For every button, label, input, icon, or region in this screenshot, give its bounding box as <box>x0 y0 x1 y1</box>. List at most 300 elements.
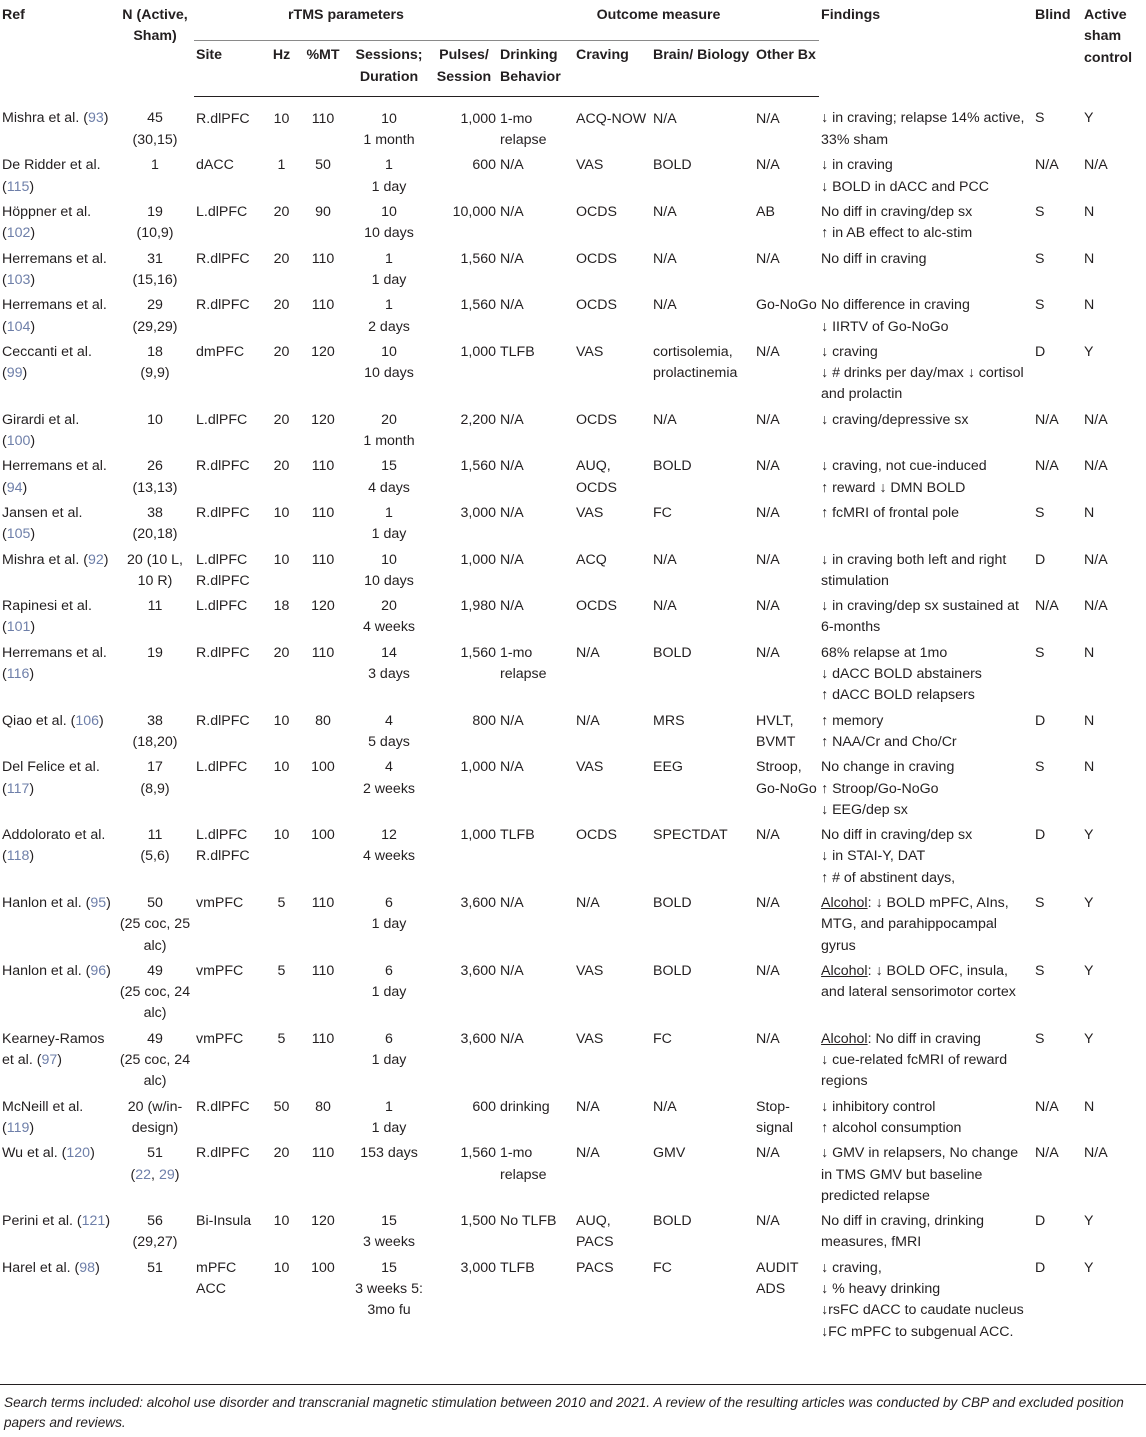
ref-link[interactable]: 120 <box>66 1145 91 1162</box>
ref-link[interactable]: 104 <box>6 318 31 335</box>
rtms-studies-table <box>0 5 1146 1343</box>
sessions-cell <box>348 452 430 499</box>
active-sham-cell: N <box>1084 504 1095 521</box>
sessions-count: 1 <box>385 504 393 521</box>
n-cell <box>116 889 194 957</box>
pulses-cell: 3,600 <box>460 1030 496 1047</box>
craving-cell: ACQ <box>576 551 607 568</box>
ref-cell <box>0 406 116 453</box>
ref-link[interactable]: 96 <box>90 962 107 979</box>
other-cell: N/A <box>756 110 780 127</box>
site-cell: dACC <box>196 157 234 174</box>
ref-link[interactable]: 98 <box>79 1259 96 1276</box>
n-cell <box>116 1025 194 1093</box>
table-row <box>0 1254 1146 1343</box>
ref-cell <box>0 1254 116 1343</box>
n-split-link[interactable]: 29 <box>158 1166 175 1183</box>
sessions-duration: 1 day <box>371 1119 407 1136</box>
ref-link[interactable]: 99 <box>6 365 23 382</box>
hz-cell: 5 <box>277 894 286 911</box>
sessions-cell <box>348 245 430 292</box>
ref-cell <box>0 546 116 593</box>
table-row <box>0 889 1146 957</box>
ref-close: ) <box>90 1145 95 1162</box>
hz-cell: 20 <box>273 343 290 360</box>
hz-cell: 10 <box>273 712 290 729</box>
n-split: (22, 29) <box>130 1166 180 1183</box>
n-split: (10,9) <box>136 225 174 242</box>
findings-cell <box>819 889 1033 957</box>
active-sham-cell: N <box>1084 759 1095 776</box>
drinking-cell: 1-mo relapse <box>500 110 547 149</box>
findings-text: ↓ craving, not cue-induced ↑ reward ↓ DMN BOLD <box>821 458 987 496</box>
pulses-cell: 2,200 <box>460 411 496 428</box>
findings-text: : ↓ BOLD mPFC, AIns, MTG, and parahippocampal gyrus <box>821 894 1009 954</box>
hz-cell: 10 <box>273 1259 290 1276</box>
blind-cell: N/A <box>1035 157 1059 174</box>
ref-cell <box>0 1139 116 1207</box>
sessions-cell <box>348 639 430 707</box>
craving-cell: OCDS <box>576 827 617 844</box>
other-cell: N/A <box>756 1030 780 1047</box>
hz-cell: 10 <box>273 551 290 568</box>
ref-cell <box>0 1207 116 1254</box>
n-cell <box>116 291 194 338</box>
site-cell: L.dlPFC <box>196 204 248 221</box>
ref-close: ) <box>103 551 109 568</box>
ref-cell <box>0 452 116 499</box>
findings-prefix: Alcohol <box>821 962 868 979</box>
sessions-count: 10 <box>381 110 397 127</box>
findings-cell <box>819 499 1033 546</box>
other-cell: N/A <box>756 1213 780 1230</box>
blind-cell: S <box>1035 1030 1045 1047</box>
brain-cell: N/A <box>653 204 677 221</box>
findings-text: : No diff in craving ↓ cue-related fcMRI of reward regions <box>821 1030 1008 1090</box>
sessions-duration: 2 days <box>368 318 410 335</box>
hz-cell: 20 <box>273 1145 290 1162</box>
sessions-count: 153 days <box>360 1145 418 1162</box>
craving-cell: VAS <box>576 343 604 360</box>
blind-cell: S <box>1035 297 1045 314</box>
sessions-cell <box>348 1139 430 1207</box>
site-cell: Bi-Insula <box>196 1213 252 1230</box>
craving-cell: OCDS <box>576 297 617 314</box>
site-cell: R.dlPFC <box>196 458 250 475</box>
brain-cell: BOLD <box>653 1213 692 1230</box>
findings-cell <box>819 1254 1033 1343</box>
drinking-cell: TLFB <box>500 343 535 360</box>
ref-link[interactable]: 103 <box>6 271 31 288</box>
blind-cell: S <box>1035 962 1045 979</box>
brain-cell: N/A <box>653 598 677 615</box>
site-cell: L.dlPFC <box>196 598 248 615</box>
n-split: (13,13) <box>132 479 178 496</box>
table-row <box>0 639 1146 707</box>
hz-cell: 50 <box>273 1098 290 1115</box>
site-cell: R.dlPFC <box>196 712 250 729</box>
craving-cell: PACS <box>576 1259 614 1276</box>
n-split: (15,16) <box>132 271 178 288</box>
hz-cell: 20 <box>273 204 290 221</box>
craving-cell: OCDS <box>576 204 617 221</box>
craving-cell: N/A <box>576 644 600 661</box>
ref-link[interactable]: 116 <box>6 666 30 683</box>
table-row <box>0 1093 1146 1140</box>
sessions-duration: 10 days <box>364 225 414 242</box>
sessions-cell <box>348 592 430 639</box>
other-cell: N/A <box>756 598 780 615</box>
brain-cell: cortisolemia, prolactinemia <box>653 343 738 382</box>
hz-cell: 5 <box>277 1030 286 1047</box>
n-split: (5,6) <box>140 848 170 865</box>
n-split: (30,15) <box>132 131 178 148</box>
n-cell <box>116 957 194 1025</box>
ref-link[interactable]: 106 <box>75 712 100 729</box>
pulses-cell: 1,000 <box>460 827 496 844</box>
craving-cell: VAS <box>576 759 604 776</box>
ref-close: ) <box>22 365 28 382</box>
table-row <box>0 151 1146 198</box>
brain-cell: BOLD <box>653 894 692 911</box>
ref-link[interactable]: 95 <box>90 894 107 911</box>
active-sham-cell: N <box>1084 204 1095 221</box>
sessions-cell <box>348 957 430 1025</box>
ref-cell <box>0 707 116 754</box>
findings-prefix: Alcohol <box>821 894 868 911</box>
ref-close: ) <box>29 666 35 683</box>
sessions-cell <box>348 338 430 406</box>
findings-text: ↓ GMV in relapsers, No change in TMS GMV but baseline predicted relapse <box>821 1145 1019 1204</box>
n-cell <box>116 499 194 546</box>
sessions-count: 10 <box>381 204 397 221</box>
ref-cell <box>0 592 116 639</box>
brain-cell: BOLD <box>653 962 692 979</box>
sessions-duration: 3 weeks <box>362 1234 416 1251</box>
active-sham-cell: Y <box>1084 1259 1094 1276</box>
sessions-count: 1 <box>385 250 393 267</box>
sessions-duration: 1 month <box>363 132 415 149</box>
ref-text: Kearney-Ramos et al. ( <box>2 1030 105 1069</box>
sessions-count: 15 <box>381 1259 397 1276</box>
craving-cell: VAS <box>576 1030 604 1047</box>
other-cell: AUDIT ADS <box>756 1259 799 1298</box>
mt-cell: 120 <box>311 598 335 615</box>
n-split: 10 R) <box>137 572 173 589</box>
ref-cell <box>0 245 116 292</box>
sessions-cell <box>348 1254 430 1343</box>
n-split-link[interactable]: 22 <box>135 1166 152 1183</box>
blind-cell: N/A <box>1035 598 1059 615</box>
ref-text: Addolorato et al. ( <box>2 827 106 865</box>
ref-close: ) <box>29 780 35 797</box>
mt-cell: 110 <box>311 894 335 911</box>
blind-cell: D <box>1035 1213 1046 1230</box>
ref-text: Girardi et al. ( <box>2 411 80 450</box>
hz-cell: 20 <box>273 250 290 267</box>
sessions-duration: 1 month <box>363 433 415 450</box>
other-cell: Go-NoGo <box>756 297 817 314</box>
brain-cell: N/A <box>653 411 677 428</box>
brain-cell: N/A <box>653 1098 677 1115</box>
header-ref: Ref <box>2 7 25 23</box>
n-cell <box>116 338 194 406</box>
sessions-cell <box>348 821 430 889</box>
ref-link[interactable]: 101 <box>6 619 31 636</box>
active-sham-cell: Y <box>1084 343 1094 360</box>
mt-cell: 110 <box>311 962 335 979</box>
ref-close: ) <box>99 712 104 729</box>
drinking-cell: TLFB <box>500 1259 535 1276</box>
drinking-cell: N/A <box>500 411 524 428</box>
mt-cell: 100 <box>311 759 335 776</box>
blind-cell: D <box>1035 712 1046 729</box>
ref-close: ) <box>22 479 28 496</box>
ref-link[interactable]: 115 <box>6 178 30 195</box>
pulses-cell: 3,600 <box>460 962 496 979</box>
sessions-cell <box>348 1207 430 1254</box>
table-row <box>0 338 1146 406</box>
active-sham-cell: N <box>1084 644 1095 661</box>
active-sham-cell: Y <box>1084 110 1094 127</box>
findings-cell <box>819 957 1033 1025</box>
n-total: 10 <box>147 411 163 428</box>
findings-cell <box>819 406 1033 453</box>
brain-cell: MRS <box>653 712 685 729</box>
findings-cell <box>819 1093 1033 1140</box>
active-sham-cell: N/A <box>1084 411 1108 428</box>
ref-link[interactable]: 94 <box>6 479 23 496</box>
pulses-cell: 1,560 <box>460 297 496 314</box>
active-sham-cell: Y <box>1084 827 1094 844</box>
sessions-duration: 1 day <box>371 984 407 1001</box>
active-sham-cell: N <box>1084 1098 1095 1115</box>
ref-close: ) <box>30 225 36 242</box>
ref-close: ) <box>29 178 35 195</box>
sessions-duration: 4 days <box>368 479 410 496</box>
sessions-duration: 1 day <box>371 271 407 288</box>
findings-cell <box>819 546 1033 593</box>
ref-link[interactable]: 100 <box>6 433 31 450</box>
ref-link[interactable]: 102 <box>6 225 31 242</box>
n-total: 38 <box>147 712 163 729</box>
n-total: 49 <box>147 1030 163 1047</box>
ref-text: McNeill et al. ( <box>2 1098 84 1136</box>
ref-text: Ceccanti et al. ( <box>2 343 92 382</box>
pulses-cell: 1,000 <box>460 343 496 360</box>
brain-cell: SPECTDAT <box>653 827 728 844</box>
sessions-duration: 1 day <box>371 526 407 543</box>
site-cell: mPFC ACC <box>196 1259 237 1298</box>
n-total: 51 <box>147 1145 163 1162</box>
findings-text: ↓ in craving both left and right stimulation <box>821 551 1007 589</box>
drinking-cell: TLFB <box>500 827 535 844</box>
active-sham-cell: Y <box>1084 1213 1094 1230</box>
site-cell: L.dlPFC <box>196 411 248 428</box>
sessions-cell <box>348 889 430 957</box>
blind-cell: N/A <box>1035 458 1059 475</box>
sessions-cell <box>348 546 430 593</box>
sessions-cell <box>348 291 430 338</box>
findings-text: ↓ craving, ↓ % heavy drinking ↓rsFC dACC to caudate nucleus ↓FC mPFC to subgenual ACC. <box>821 1259 1024 1340</box>
n-total: 51 <box>147 1259 163 1276</box>
brain-cell: BOLD <box>653 458 692 475</box>
n-split: design) <box>131 1119 179 1136</box>
pulses-cell: 1,560 <box>460 458 496 475</box>
sessions-duration: 3 days <box>368 666 410 683</box>
findings-text: No diff in craving <box>821 250 927 267</box>
n-cell <box>116 707 194 754</box>
findings-prefix: Alcohol <box>821 1030 868 1047</box>
sessions-count: 1 <box>385 1098 393 1115</box>
sessions-count: 1 <box>385 297 393 314</box>
blind-cell: N/A <box>1035 1145 1059 1162</box>
sessions-count: 4 <box>385 712 393 729</box>
pulses-cell: 1,980 <box>460 598 496 615</box>
craving-cell: VAS <box>576 157 604 174</box>
ref-cell <box>0 198 116 245</box>
mt-cell: 110 <box>311 551 335 568</box>
other-cell: N/A <box>756 250 780 267</box>
n-cell <box>116 245 194 292</box>
other-cell: HVLT, BVMT <box>756 712 796 750</box>
ref-text: Del Felice et al. ( <box>2 759 100 797</box>
site-cell: R.dlPFC <box>196 644 250 661</box>
ref-cell <box>0 889 116 957</box>
findings-text: ↓ craving/depressive sx <box>821 411 969 428</box>
header-brain: Brain/ Biology <box>651 41 754 97</box>
mt-cell: 110 <box>311 110 335 127</box>
drinking-cell: N/A <box>500 551 524 568</box>
header-n: N (Active, Sham) <box>122 7 188 45</box>
craving-cell: VAS <box>576 504 604 521</box>
header-pulses: Pulses/ Session <box>430 41 498 97</box>
findings-cell <box>819 291 1033 338</box>
n-cell <box>116 1093 194 1140</box>
n-total: 38 <box>147 504 163 521</box>
table-row <box>0 406 1146 453</box>
ref-text: Jansen et al. ( <box>2 504 83 543</box>
active-sham-cell: N <box>1084 297 1095 314</box>
ref-cell <box>0 957 116 1025</box>
site-cell: R.dlPFC <box>196 110 250 127</box>
findings-text: ↓ in craving ↓ BOLD in dACC and PCC <box>821 157 989 195</box>
ref-link[interactable]: 118 <box>6 848 30 865</box>
other-cell: N/A <box>756 551 780 568</box>
ref-link[interactable]: 92 <box>87 551 104 568</box>
sessions-cell <box>348 96 430 151</box>
blind-cell: S <box>1035 110 1045 127</box>
sessions-count: 6 <box>385 1030 393 1047</box>
ref-text: Höppner et al. ( <box>2 204 92 242</box>
blind-cell: N/A <box>1035 1098 1059 1115</box>
ref-close: ) <box>30 619 36 636</box>
findings-text: 68% relapse at 1mo ↓ dACC BOLD abstainers ↑ dACC BOLD relapsers <box>821 644 982 704</box>
n-total: 1 <box>151 157 159 174</box>
ref-close: ) <box>30 433 36 450</box>
other-cell: N/A <box>756 343 780 360</box>
sessions-duration: 1 day <box>371 178 407 195</box>
n-total: 11 <box>147 598 163 615</box>
sessions-cell <box>348 406 430 453</box>
ref-link[interactable]: 119 <box>6 1119 30 1136</box>
blind-cell: D <box>1035 827 1046 844</box>
header-sessions: Sessions; Duration <box>348 41 430 97</box>
ref-text: Mishra et al. ( <box>2 110 88 127</box>
n-total: 50 <box>147 894 163 911</box>
ref-link[interactable]: 93 <box>87 110 104 127</box>
table-row <box>0 245 1146 292</box>
header-rtms-parameters: rTMS parameters <box>194 5 498 41</box>
findings-text: ↓ in craving/dep sx sustained at 6-months <box>821 598 1019 636</box>
ref-link[interactable]: 117 <box>6 780 30 797</box>
ref-link[interactable]: 105 <box>6 526 31 543</box>
n-split: (20,18) <box>132 526 178 543</box>
site-cell: L.dlPFC R.dlPFC <box>196 551 250 589</box>
n-total: 26 <box>147 458 163 475</box>
findings-cell <box>819 198 1033 245</box>
active-sham-cell: N/A <box>1084 157 1108 174</box>
sessions-count: 12 <box>381 827 397 844</box>
ref-cell <box>0 753 116 821</box>
craving-cell: AUQ, OCDS <box>576 458 617 496</box>
ref-close: ) <box>30 271 36 288</box>
n-cell <box>116 452 194 499</box>
mt-cell: 120 <box>311 1213 335 1230</box>
drinking-cell: N/A <box>500 458 524 475</box>
pulses-cell: 3,600 <box>460 894 496 911</box>
craving-cell: VAS <box>576 962 604 979</box>
findings-cell <box>819 1025 1033 1093</box>
n-cell <box>116 1207 194 1254</box>
findings-text: No diff in craving/dep sx ↓ in STAI-Y, DAT ↑ # of abstinent days, <box>821 827 973 886</box>
active-sham-cell: Y <box>1084 1030 1094 1047</box>
mt-cell: 110 <box>311 1030 335 1047</box>
ref-close: ) <box>30 318 36 335</box>
craving-cell: ACQ-NOW <box>576 110 647 127</box>
findings-cell <box>819 1139 1033 1207</box>
header-findings: Findings <box>821 7 881 23</box>
mt-cell: 110 <box>311 504 335 521</box>
sessions-count: 6 <box>385 894 393 911</box>
pulses-cell: 1,000 <box>460 551 496 568</box>
sessions-duration: 3 weeks 5: 3mo fu <box>355 1281 423 1319</box>
other-cell: N/A <box>756 458 780 475</box>
brain-cell: N/A <box>653 110 677 127</box>
ref-text: Rapinesi et al. ( <box>2 598 92 636</box>
craving-cell: OCDS <box>576 250 617 267</box>
findings-text: No difference in craving ↓ IIRTV of Go-NoGo <box>821 297 970 335</box>
brain-cell: EEG <box>653 759 683 776</box>
brain-cell: N/A <box>653 250 677 267</box>
n-split: (9,9) <box>140 365 170 382</box>
hz-cell: 10 <box>273 504 290 521</box>
site-cell: R.dlPFC <box>196 504 250 521</box>
ref-link[interactable]: 97 <box>41 1052 58 1069</box>
blind-cell: S <box>1035 894 1045 911</box>
pulses-cell: 3,000 <box>460 504 496 521</box>
ref-link[interactable]: 121 <box>81 1213 106 1230</box>
sessions-cell <box>348 1093 430 1140</box>
blind-cell: D <box>1035 551 1046 568</box>
sessions-duration: 4 weeks <box>362 619 416 636</box>
sessions-duration: 10 days <box>364 572 414 589</box>
mt-cell: 100 <box>311 1259 335 1276</box>
findings-text: ↑ fcMRI of frontal pole <box>821 504 960 521</box>
drinking-cell: N/A <box>500 157 524 174</box>
craving-cell: N/A <box>576 1145 600 1162</box>
header-other: Other Bx <box>754 41 819 97</box>
